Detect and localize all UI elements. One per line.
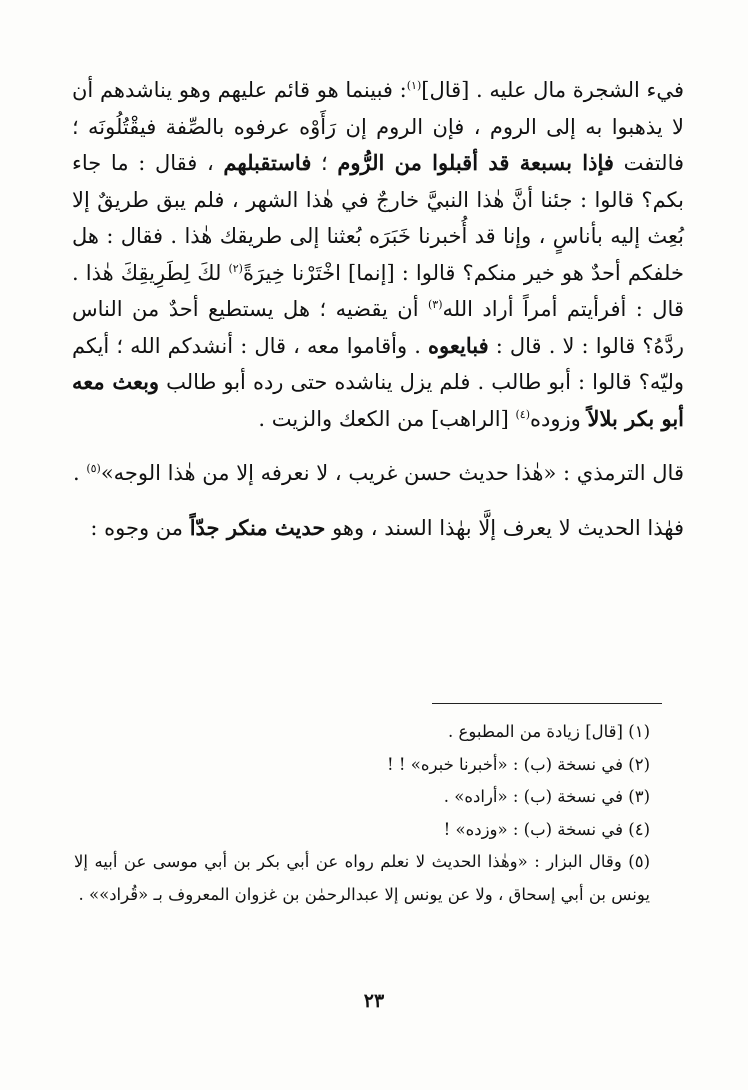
text-segment: ، فقال : ما جاء بكم؟ قالوا : جئنا أنَّ هٰذا النبيَّ خارجٌ في هٰذا الشهر ، فلم يبق طريقٌ إلا بُعِث إليه بأناسٍ ، وإنا قد أُخبرنا خَبَرَه بُعثنا إلى طريقك هٰذا . فقال : هل خلفكم أحدٌ هو خير منكم؟ قالوا : [إنما] اخْتَرْنا خِيرَةً [72, 151, 684, 285]
footnote-ref-3[interactable]: (٣) [427, 298, 443, 311]
text-segment: قال الترمذي : «هٰذا حديث حسن غريب ، لا نعرفه إلا من هٰذا الوجه» [100, 461, 684, 485]
footnote-4: (٤) في نسخة (ب) : «وزده» ! [443, 819, 650, 839]
text-segment: أن يقضيه ؛ هل يستطيع أحدٌ من الناس ردَّهُ؟ قالوا : لا . قال : [72, 297, 684, 358]
paragraph-1 [72, 72, 684, 437]
text-segment: لكَ لِطَرِيقِكَ هٰذا . قال : أفرأيتم أمراً أراد الله [72, 260, 684, 321]
text-segment: . وأقاموا معه ، قال : أنشدكم الله ؛ أيكم وليّه؟ قالوا : أبو طالب . فلم يزل يناشده حتى رده أبو طالب [72, 333, 685, 394]
main-text [72, 72, 684, 546]
footnote-3: (٣) في نسخة (ب) : «أراده» . [443, 787, 650, 806]
paragraph-3 [72, 510, 684, 547]
bold-phrase: فإذا بسبعة قد أقبلوا من الرُّوم [337, 150, 614, 175]
text-segment: : فبينما هو قائم عليهم وهو يناشدهم أن لا يذهبوا به إلى الروم ، فإن الروم إن رَأَوْه عرفوه بالصِّفة فيقْتُلُونَه ؛ فالتفت [72, 78, 685, 175]
footnotes [74, 716, 682, 911]
bold-phrase: فاستقبلهم [223, 150, 312, 175]
text-segment: فيء الشجرة مال عليه . [قال] [421, 78, 684, 102]
text-segment: فهٰذا الحديث لا يعرف إلَّا بهٰذا السند ، وهو [325, 515, 684, 540]
footnote-ref-4[interactable]: (٤) [515, 407, 531, 421]
footnote-ref-1[interactable]: (١) [406, 79, 422, 92]
footnote-2: (٢) في نسخة (ب) : «أخبرنا خبره» ! ! [387, 754, 650, 774]
text-segment: ؛ [311, 151, 338, 175]
footnote-1: (١) [قال] زيادة من المطبوع . [447, 722, 650, 741]
paragraph-2 [72, 455, 684, 492]
footnote-ref-2[interactable]: (٢) [228, 261, 243, 275]
bold-phrase: حديث منكر جدّاً [189, 514, 326, 540]
bold-phrase: وبعث معه أبو بكر بلالاً [72, 369, 684, 431]
text-segment: [الراهب] من الكعك والزيت . [258, 406, 516, 431]
footnote-ref-5[interactable]: (٥) [86, 462, 101, 475]
bold-phrase: فبايعوه [428, 332, 489, 358]
footnote-5: (٥) وقال البزار : «وهٰذا الحديث لا نعلم رواه عن أبي بكر بن أبي موسى عن أبيه إلا يونس بن أبي إسحاق ، ولا عن يونس إلا عبدالرحمٰن بن غزوان المعروف بـ «قُراد»» . [74, 852, 650, 904]
text-segment: وزوده [530, 406, 588, 431]
page-number: ٢٣ [363, 990, 385, 1012]
text-segment: من وجوه : [90, 515, 190, 540]
footnote-divider [432, 703, 662, 704]
text-segment: . [72, 461, 87, 485]
